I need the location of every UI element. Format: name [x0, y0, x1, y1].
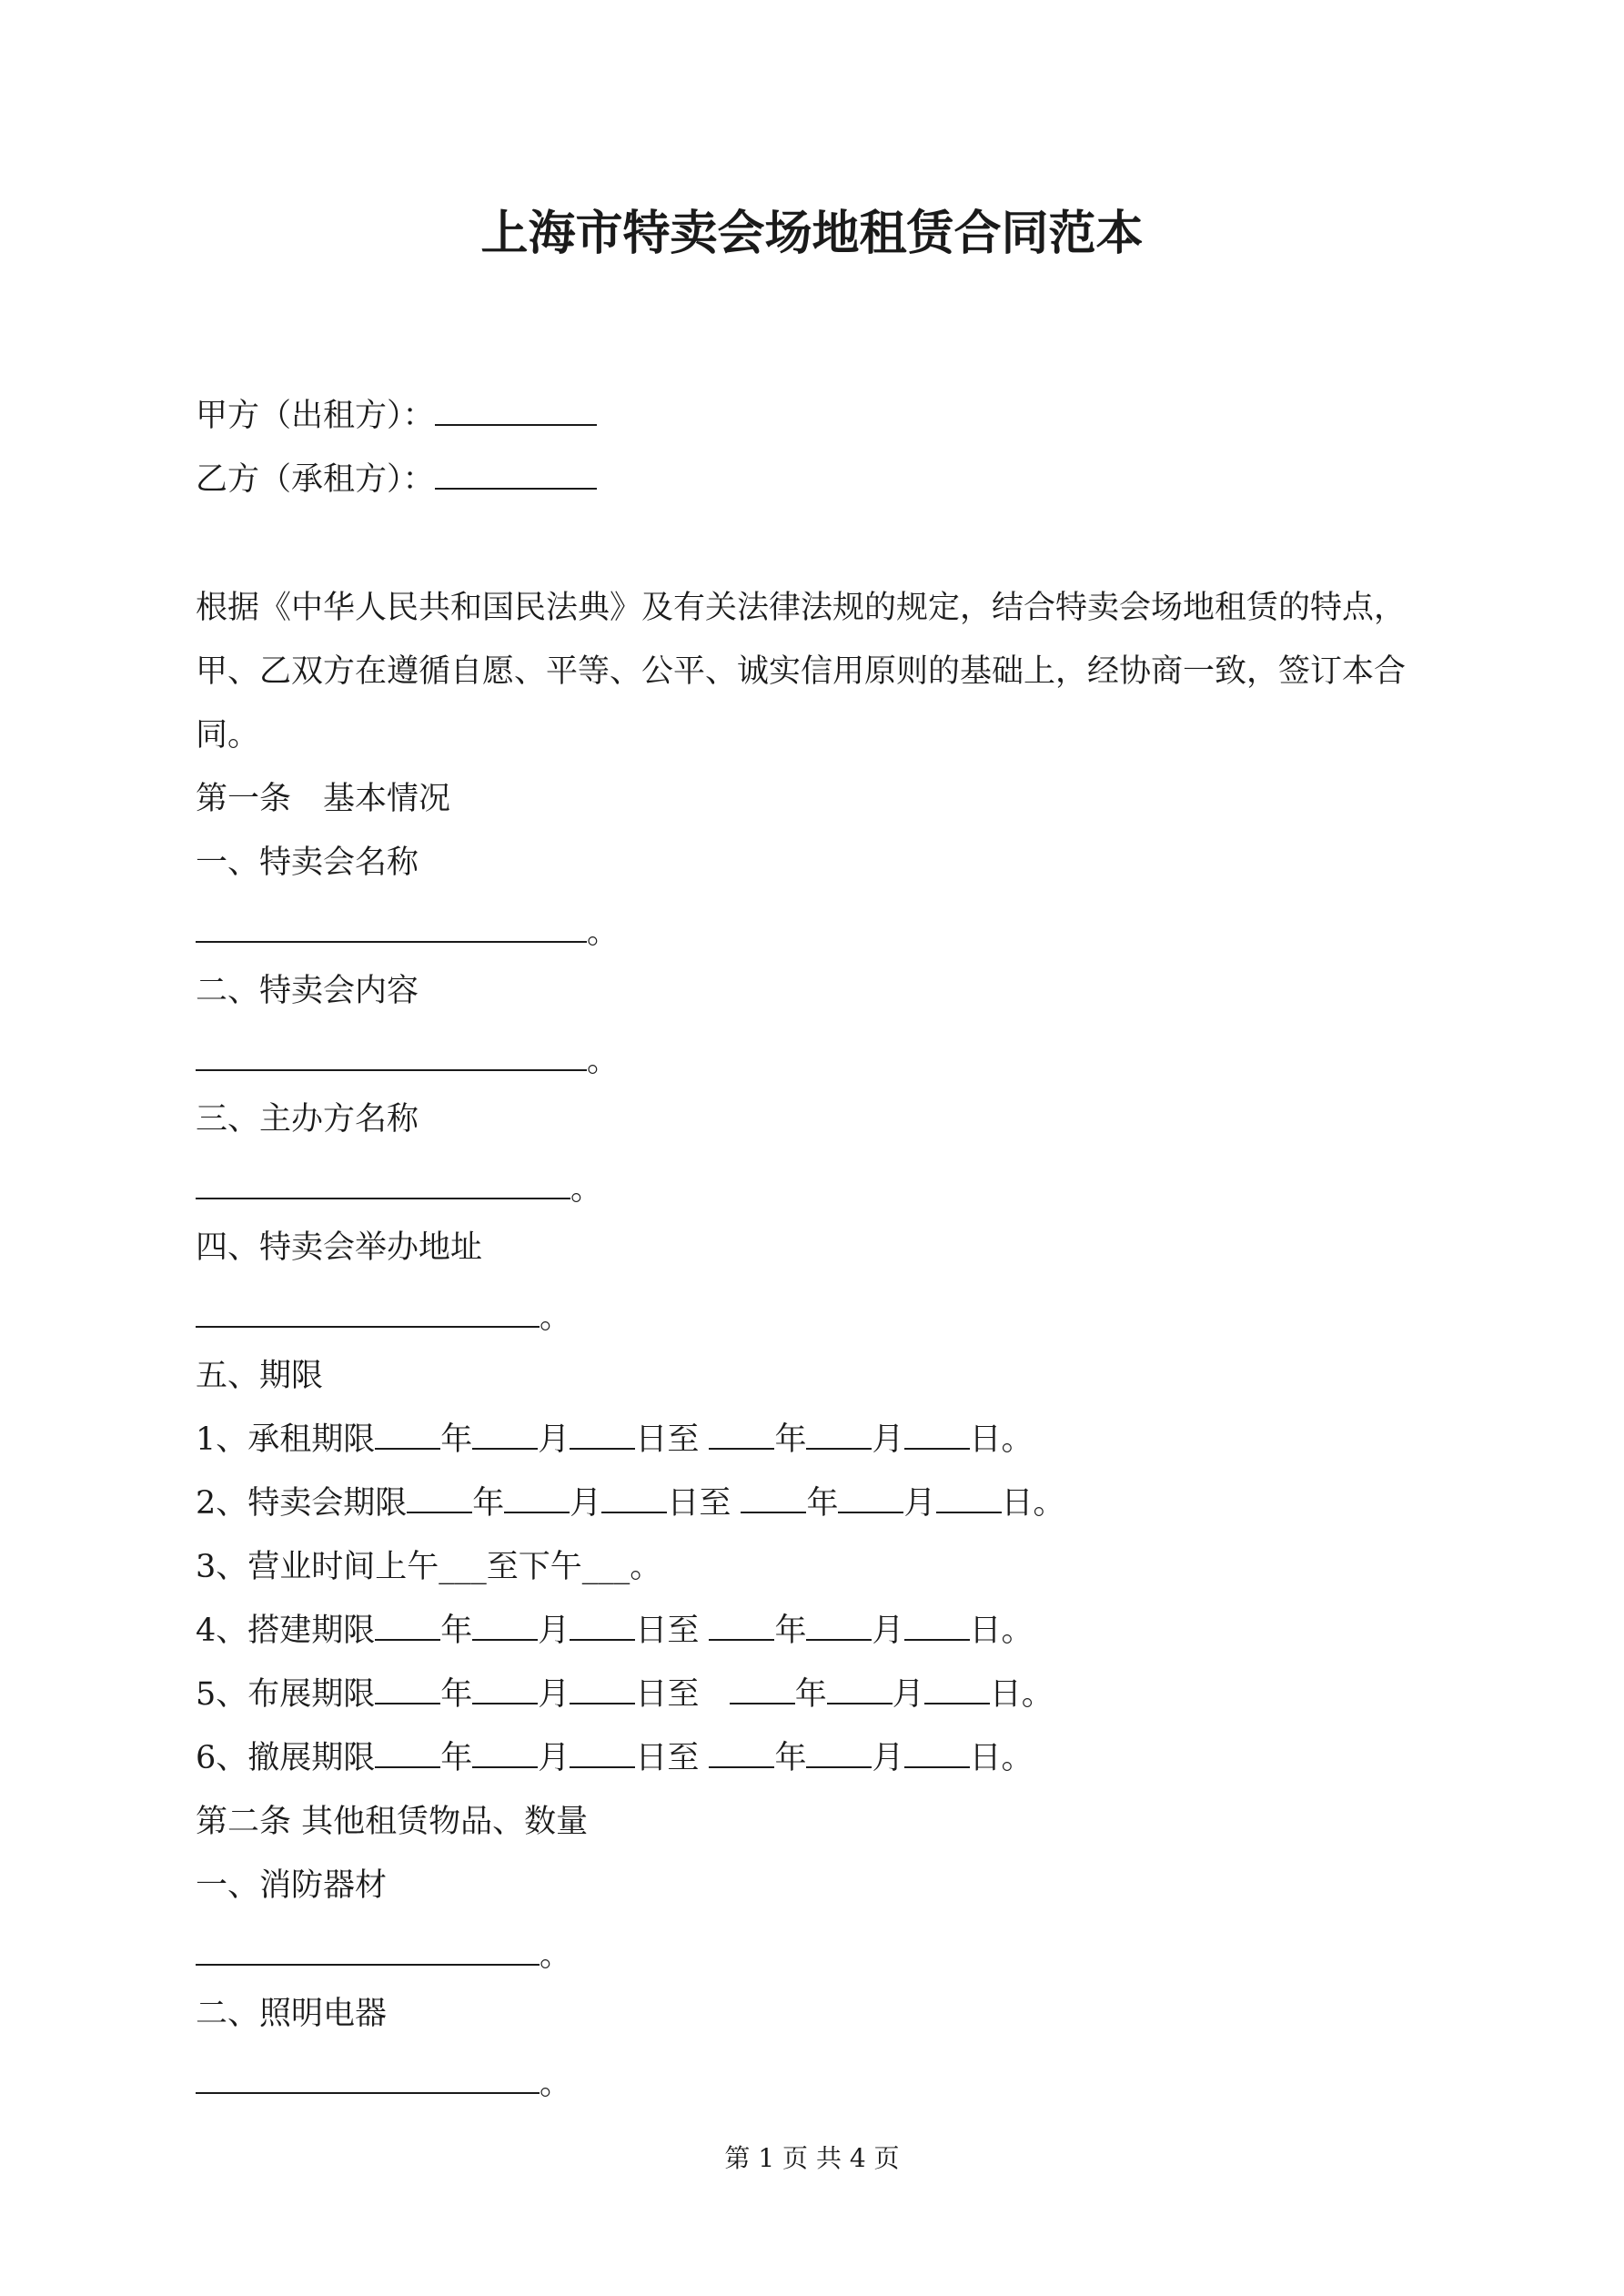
- item-3-period: 。: [570, 1171, 603, 1208]
- period-6-line: [196, 1735, 1034, 1781]
- page-number: 第 1 页 共 4 页: [724, 2143, 900, 2173]
- blank: [806, 1735, 872, 1768]
- blank: [730, 1672, 795, 1704]
- blank: [709, 1735, 774, 1768]
- item-2-blank: [196, 1038, 587, 1071]
- blank: [472, 1672, 538, 1704]
- item-5-heading: 五、期限: [196, 1358, 324, 1394]
- blank: [570, 1417, 635, 1450]
- to-label: 日至: [667, 1485, 731, 1522]
- period-3-line: 3、营业时间上午___至下午___。: [196, 1549, 662, 1585]
- party-b-blank: [435, 457, 597, 490]
- item-7-blank-line: [196, 2061, 571, 2107]
- year-label: 年: [440, 1740, 473, 1776]
- party-a-line: [196, 393, 597, 439]
- month-label: 月: [538, 1676, 570, 1713]
- item-6-blank: [196, 1933, 540, 1966]
- year-label: 年: [774, 1740, 807, 1776]
- document-title: 上海市特卖会场地租赁合同范本: [480, 206, 1144, 261]
- preamble-line-3: 同。: [196, 717, 260, 754]
- blank: [904, 1608, 970, 1641]
- item-6-blank-line: [196, 1933, 571, 1978]
- party-a-blank: [435, 393, 597, 426]
- article-2-heading: 第二条 其他租赁物品、数量: [196, 1804, 589, 1840]
- month-label: 月: [892, 1676, 924, 1713]
- period-4-label: 4、搭建期限: [196, 1613, 376, 1649]
- end-day-label: 日。: [989, 1676, 1054, 1713]
- blank: [936, 1481, 1002, 1513]
- blank: [375, 1672, 440, 1704]
- item-7-blank: [196, 2061, 540, 2094]
- party-a-label: 甲方（出租方）：: [196, 398, 435, 434]
- item-1-heading: 一、特卖会名称: [196, 845, 419, 881]
- month-label: 月: [570, 1485, 602, 1522]
- month-label: 月: [538, 1740, 570, 1776]
- item-1-period: 。: [587, 915, 620, 951]
- blank: [904, 1735, 970, 1768]
- month-label: 月: [872, 1613, 904, 1649]
- month-label: 月: [903, 1485, 936, 1522]
- period-5-label: 5、布展期限: [196, 1676, 376, 1713]
- period-5-line: [196, 1672, 1054, 1717]
- item-1-blank: [196, 910, 587, 943]
- blank: [838, 1481, 903, 1513]
- preamble-line-1: 根据《中华人民共和国民法典》及有关法律法规的规定，结合特卖会场地租赁的特点，: [196, 590, 1407, 626]
- item-4-period: 。: [540, 1300, 572, 1336]
- blank: [570, 1735, 635, 1768]
- period-1-label: 1、承租期限: [196, 1421, 376, 1458]
- blank: [806, 1417, 872, 1450]
- blank: [709, 1608, 774, 1641]
- blank: [472, 1735, 538, 1768]
- end-day-label: 日。: [969, 1740, 1034, 1776]
- item-6-heading: 一、消防器材: [196, 1867, 388, 1904]
- blank: [570, 1608, 635, 1641]
- year-label: 年: [440, 1676, 473, 1713]
- item-3-blank-line: [196, 1167, 602, 1212]
- end-day-label: 日。: [969, 1613, 1034, 1649]
- month-label: 月: [538, 1613, 570, 1649]
- end-day-label: 日。: [969, 1421, 1034, 1458]
- blank: [806, 1608, 872, 1641]
- month-label: 月: [872, 1421, 904, 1458]
- item-2-blank-line: [196, 1038, 619, 1084]
- item-7-heading: 二、照明电器: [196, 1996, 388, 2032]
- blank: [827, 1672, 893, 1704]
- blank: [570, 1672, 635, 1704]
- period-6-label: 6、撤展期限: [196, 1740, 376, 1776]
- year-label: 年: [794, 1676, 827, 1713]
- blank: [472, 1417, 538, 1450]
- item-2-period: 。: [587, 1043, 620, 1079]
- month-label: 月: [872, 1740, 904, 1776]
- year-label: 年: [774, 1613, 807, 1649]
- to-label: 日至: [635, 1676, 700, 1713]
- year-label: 年: [440, 1421, 473, 1458]
- year-label: 年: [806, 1485, 839, 1522]
- blank: [504, 1481, 570, 1513]
- blank: [375, 1608, 440, 1641]
- blank: [407, 1481, 472, 1513]
- blank: [924, 1672, 990, 1704]
- period-1-line: [196, 1417, 1034, 1462]
- item-4-blank: [196, 1295, 540, 1328]
- period-2-line: [196, 1481, 1065, 1526]
- item-4-blank-line: [196, 1295, 571, 1340]
- blank: [375, 1417, 440, 1450]
- item-4-heading: 四、特卖会举办地址: [196, 1229, 483, 1266]
- year-label: 年: [774, 1421, 807, 1458]
- period-2-label: 2、特卖会期限: [196, 1485, 408, 1522]
- to-label: 日至: [635, 1421, 700, 1458]
- year-label: 年: [472, 1485, 505, 1522]
- party-b-line: [196, 457, 597, 502]
- item-3-blank: [196, 1167, 570, 1199]
- item-7-period: 。: [540, 2066, 572, 2102]
- item-6-period: 。: [540, 1937, 572, 1974]
- period-4-line: [196, 1608, 1034, 1654]
- month-label: 月: [538, 1421, 570, 1458]
- blank: [709, 1417, 774, 1450]
- item-1-blank-line: [196, 910, 619, 956]
- preamble-line-2: 甲、乙双方在遵循自愿、平等、公平、诚实信用原则的基础上，经协商一致，签订本合: [196, 653, 1407, 690]
- article-1-heading: 第一条 基本情况: [196, 781, 451, 817]
- blank: [741, 1481, 806, 1513]
- item-2-heading: 二、特卖会内容: [196, 973, 419, 1009]
- blank: [601, 1481, 667, 1513]
- to-label: 日至: [635, 1740, 700, 1776]
- blank: [375, 1735, 440, 1768]
- end-day-label: 日。: [1001, 1485, 1065, 1522]
- blank: [904, 1417, 970, 1450]
- party-b-label: 乙方（承租方）：: [196, 461, 435, 498]
- to-label: 日至: [635, 1613, 700, 1649]
- year-label: 年: [440, 1613, 473, 1649]
- blank: [472, 1608, 538, 1641]
- item-3-heading: 三、主办方名称: [196, 1101, 419, 1138]
